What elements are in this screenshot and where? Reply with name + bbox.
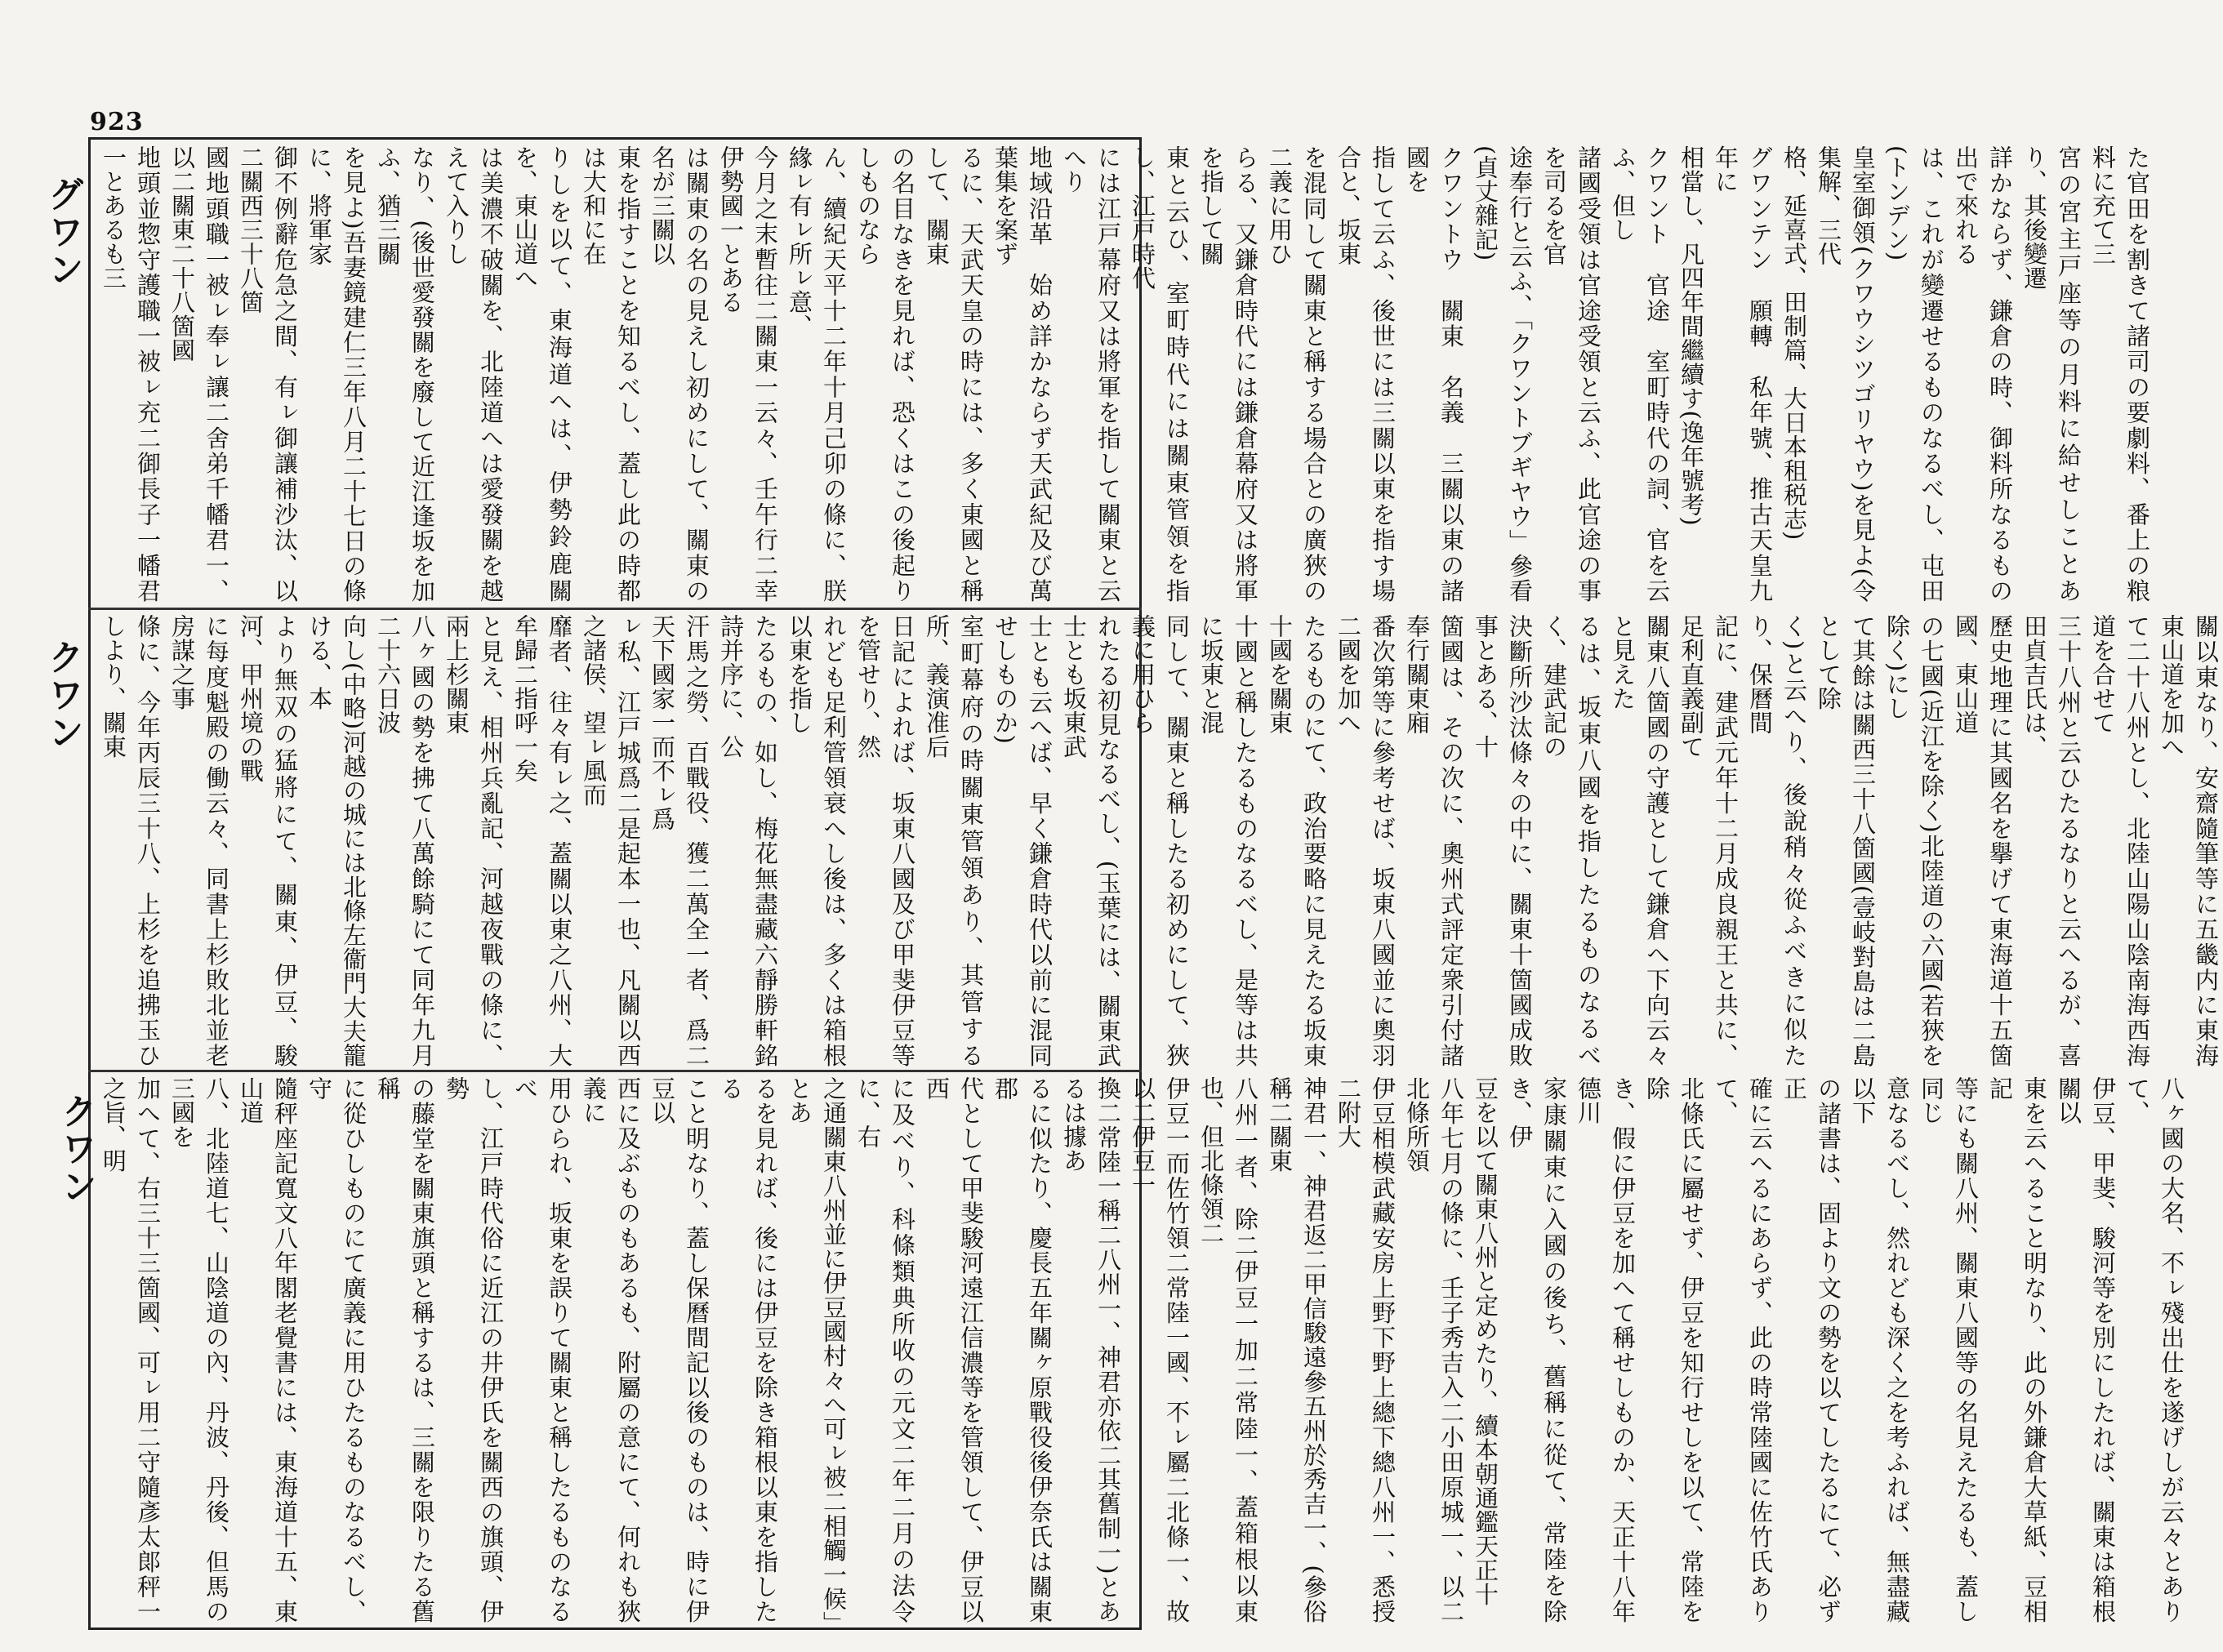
text-column: て二十八州とし、北陸山陽山陰南海西海道を合せて — [2089, 614, 2151, 1067]
text-column: て其餘は關西三十八箇國(壹岐對島は二島として除 — [1815, 614, 1877, 1067]
text-column: 箇國は、その次に、奧州式評定衆引付諸奉行關東廂 — [1403, 614, 1465, 1067]
text-column: 日記によれば、坂東八國及び甲斐伊豆等を管せり、然 — [854, 614, 916, 1067]
text-column: 室町幕府の時關東管領あり、其管する所、義演准后 — [923, 614, 985, 1067]
text-column: 條に、今年丙辰三十八、上杉を追拂玉ひしより、關東 — [100, 614, 162, 1067]
text-column: たるものにて、政治要略に見えたる坂東十國を關東 — [1266, 614, 1328, 1067]
text-column: れたる初見なるべし、(玉葉には、關東武士とも坂東武 — [1060, 614, 1122, 1067]
text-column: グワンテン 願轉 私年號、推古天皇九年に — [1712, 145, 1774, 603]
text-column: に從ひしものにて廣義に用ひたるものなるべし、守 — [305, 1076, 368, 1623]
text-column: 向し(中略)河越の城には北條左衞門大夫籠ける、本 — [305, 614, 368, 1067]
vertical-text-block-3 — [96, 1076, 2189, 1623]
text-column: るに、天武天皇の時には、多く東國と稱して、關東 — [923, 145, 985, 603]
text-column: 御不例辭危急之間、有ㇾ御讓補沙汰、以二關西三十八箇 — [237, 145, 299, 603]
text-column: 用ひられ、坂東を誤りて關東と稱したるものなるべ — [511, 1076, 573, 1623]
text-column: 記に、建武元年十二月成良親王と共に、足利直義副て — [1677, 614, 1740, 1067]
text-column: 國地頭職一被ㇾ奉ㇾ讓二舍弟千幡君一、以二關東二十八箇國 — [168, 145, 230, 603]
text-column: 宮の宮主戸座等の月料に給せしことあり、其後變遷 — [2020, 145, 2083, 603]
text-column: たるもの、如し、梅花無盡藏六靜勝軒銘詩并序に、公 — [717, 614, 779, 1067]
text-column: は美濃不破關を、北陸道へは愛發關を越えて入りし — [443, 145, 505, 603]
section-divider-2 — [88, 1070, 1142, 1072]
text-column: より無双の猛將にて、關東、伊豆、駿河、甲州境の戰 — [237, 614, 299, 1067]
text-column: を混同して關東と稱する場合との廣狹の二義に用ひ — [1266, 145, 1328, 603]
text-column: クワントウ 關東 名義 三關以東の諸國を — [1403, 145, 1465, 603]
text-column: 伊豆一而佐竹領二常陸一國、不ㇾ屬二北條一、故以二伊豆一 — [1129, 1076, 1191, 1623]
vertical-text-block-1 — [96, 145, 2154, 603]
text-column: の諸書は、固より文の勢を以てしたるにて、必ず正 — [1780, 1076, 1842, 1623]
text-column: 三十八州と云ひたるなりと云へるが、喜田貞吉氏は、 — [2020, 614, 2083, 1067]
text-column: 格、延喜式、田制篇、大日本租税志) — [1780, 145, 1808, 541]
side-label-1: グワン — [42, 176, 83, 288]
text-section-3 — [96, 1076, 2185, 1623]
text-column: 士とも云へば、早く鎌倉時代以前に混同せしものか) — [991, 614, 1054, 1067]
text-column: に及べり、科條類典所收の元文二年二月の法令に、右 — [854, 1076, 916, 1623]
text-column: らる、又鎌倉時代には鎌倉幕府又は將軍を指して關 — [1197, 145, 1259, 603]
text-column: 家康關東に入國の後ち、舊稱に從て、常陸を除き、伊 — [1506, 1076, 1568, 1623]
text-column: の名目なきを見れば、恐くはこの後起りしものなら — [854, 145, 916, 603]
page-number: 923 — [90, 108, 144, 136]
text-column: た官田を割きて諸司の要劇料、番上の粮料に充て三 — [2089, 145, 2151, 603]
text-section-1 — [96, 145, 2151, 603]
text-column: 地頭並惣守護職一被ㇾ充二御長子一幡君一とあるも三 — [100, 145, 162, 603]
text-column: に每度魁殿の働云々、同書上杉敗北並老房謀之事 — [168, 614, 230, 1067]
side-label-3: クワン — [55, 1093, 96, 1205]
text-column: ㇾ私、江戸城爲二是起本一也、凡關以西之諸侯、望ㇾ風而 — [580, 614, 642, 1067]
text-column: には江戸幕府又は將軍を指して關東と云へり — [1060, 145, 1122, 603]
text-column: 指して云ふ、後世には三關以東を指す場合と、坂東 — [1334, 145, 1397, 603]
text-column: 八ヶ國の大名、不ㇾ殘出仕を遂げしが云々とありて、 — [2123, 1076, 2185, 1623]
text-column: 代として甲斐駿河遠江信濃等を管領して、伊豆以西 — [923, 1076, 985, 1623]
text-column: 八州一者、除二伊豆一加二常陸一、蓋箱根以東也、但北條領二 — [1197, 1076, 1259, 1623]
text-column: 東を云へること明なり、此の外鎌倉大草紙、豆相記 — [1986, 1076, 2048, 1623]
text-column: 皇室御領(クワウシツゴリヤウ)を見よ(令集解、三代 — [1815, 145, 1877, 603]
text-column: 神君一、神君返二甲信駿遠參五州於秀吉一、(參俗稱二關東 — [1266, 1076, 1328, 1623]
text-column: く)と云へり、後說稍々從ふべきに似たり、保曆間 — [1746, 614, 1808, 1067]
text-column: 關以東なり、安齋隨筆等に五畿内に東海東山道を加へ — [2158, 614, 2220, 1067]
text-column: こと明なり、蓋し保曆間記以後のものは、時に伊豆以 — [648, 1076, 711, 1623]
vertical-text-block-2 — [96, 614, 2223, 1067]
text-section-2 — [96, 614, 2220, 1067]
text-column: クワント 官途 室町時代の詞、官を云ふ、但し — [1609, 145, 1671, 603]
text-column: 關東八箇國の守護として鎌倉へ下向云々と見えた — [1609, 614, 1671, 1067]
text-column: は關東の名の見えし初めにして、關東の名が三關以 — [648, 145, 711, 603]
text-column: 詳かならず、鎌倉の時、御料所なるもの出で來れる — [1952, 145, 2014, 603]
text-column: き、假に伊豆を加へて稱せしものか、天正十八年德川 — [1575, 1076, 1637, 1623]
text-column: 之通關東八州並に伊豆國村々へ可ㇾ被二相觸一候」とあ — [786, 1076, 848, 1623]
text-column: 伊豆、甲斐、駿河等を別にしたれば、關東は箱根關以 — [2055, 1076, 2117, 1623]
text-column: 地域沿革 始め詳かならず天武紀及び萬葉集を案ず — [991, 145, 1054, 603]
section-divider-1 — [88, 608, 1142, 610]
text-column: 東と云ひ、室町時代には關東管領を指し、江戸時代 — [1129, 145, 1191, 603]
text-column: 確に云へるにあらず、此の時常陸國に佐竹氏ありて、 — [1712, 1076, 1774, 1623]
text-column: 今月之末暫往二關東一云々、壬午行二幸伊勢國一とある — [717, 145, 779, 603]
text-column: 等にも關八州、關東八國等の名見えたるも、蓋し同じ — [1918, 1076, 1980, 1623]
text-column: 決斷所沙汰條々の中に、關東十箇國成敗事とある、十 — [1472, 614, 1534, 1067]
text-column: 十國と稱したるものなるべし、是等は共に坂東と混 — [1197, 614, 1259, 1067]
text-column: し、江戸時代俗に近江の井伊氏を關西の旗頭、伊勢 — [443, 1076, 505, 1623]
text-column: 汗馬之勞、百戰役、獲二萬全一者、爲二天下國家一而不ㇾ爲 — [648, 614, 711, 1067]
text-column: 諸國受領は官途受領と云ふ、此官途の事を司るを官 — [1540, 145, 1602, 603]
text-column: るを見れば、後には伊豆を除き箱根以東を指したる — [717, 1076, 779, 1623]
text-column: 西に及ぶものもあるも、附屬の意にて、何れも狹義に — [580, 1076, 642, 1623]
text-column: 八ヶ國の勢を拂て八萬餘騎にて同年九月二十六日波 — [374, 614, 436, 1067]
text-column: れども足利管領衰へし後は、多くは箱根以東を指し — [786, 614, 848, 1067]
text-column: 意なるべし、然れども深く之を考ふれば、無盡藏以下 — [1849, 1076, 1911, 1623]
text-column: と見え、相州兵亂記、河越夜戰の條に、兩上杉關東 — [443, 614, 505, 1067]
text-column: 北條氏に屬せず、伊豆を知行せしを以て、常陸を除 — [1643, 1076, 1705, 1623]
text-column: 途奉行と云ふ、「クワントブギヤウ」參看(貞丈雜記) — [1472, 145, 1534, 603]
text-column: 隨秤座記寬文八年閣老覺書には、東海道十五、東山道 — [237, 1076, 299, 1623]
text-column: 靡者、往々有ㇾ之、蓋關以東之八州、大牟歸二指呼一矣 — [511, 614, 573, 1067]
text-column: の藤堂を關東旗頭と稱するは、三關を限りたる舊稱 — [374, 1076, 436, 1623]
text-column: 伊豆相模武藏安房上野下野上總下總八州一、悉授二附大 — [1334, 1076, 1397, 1623]
text-column: 八年七月の條に、壬子秀吉入二小田原城一、以二北條所領 — [1403, 1076, 1465, 1623]
text-column: 八、北陸道七、山陰道の內、丹波、丹後、但馬の三國を — [168, 1076, 230, 1623]
side-label-2: クワン — [42, 639, 83, 751]
text-column: なり、(後世愛發關を廢して近江逢坂を加ふ、猶三關 — [374, 145, 436, 603]
text-column: ん、續紀天平十二年十月己卯の條に、朕緣ㇾ有ㇾ所ㇾ意、 — [786, 145, 848, 603]
text-column: 豆を以て關東八州と定めたり、續本朝通鑑天正十 — [1472, 1076, 1499, 1606]
text-column: 番次第等に參考せば、坂東八國並に奧羽二國を加へ — [1334, 614, 1397, 1067]
text-column: は、これが變遷せるものなるべし、屯田(トンデン) — [1883, 145, 1945, 603]
text-column: るに似たり、慶長五年關ヶ原戰役後伊奈氏は關東郡 — [991, 1076, 1054, 1623]
text-column: るは、坂東八國を指したるものなるべく、建武記の — [1540, 614, 1602, 1067]
text-column: りしを以て、東海道へは、伊勢鈴鹿關を、東山道へ — [511, 145, 573, 603]
text-column: 東を指すことを知るべし、蓋し此の時都は大和に在 — [580, 145, 642, 603]
text-column: 相當し、凡四年間繼續す(逸年號考) — [1677, 145, 1705, 527]
text-column: の七國(近江を除く)北陸道の六國(若狹を除く)にし — [1883, 614, 1945, 1067]
text-column: 換二常陸一稱二八州一、神君亦依二其舊制一)とあるは據あ — [1060, 1076, 1122, 1623]
text-column: 加へて、右三十三箇國、可ㇾ用二守隨彥太郞秤一之旨、明 — [100, 1076, 162, 1623]
text-column: を見よ)吾妻鏡建仁三年八月二十七日の條に、將軍家 — [305, 145, 368, 603]
text-column: 歷史地理に其國名を擧げて東海道十五箇國、東山道 — [1952, 614, 2014, 1067]
text-column: 同して、關東と稱したる初めにして、狹義に用ひら — [1129, 614, 1191, 1067]
